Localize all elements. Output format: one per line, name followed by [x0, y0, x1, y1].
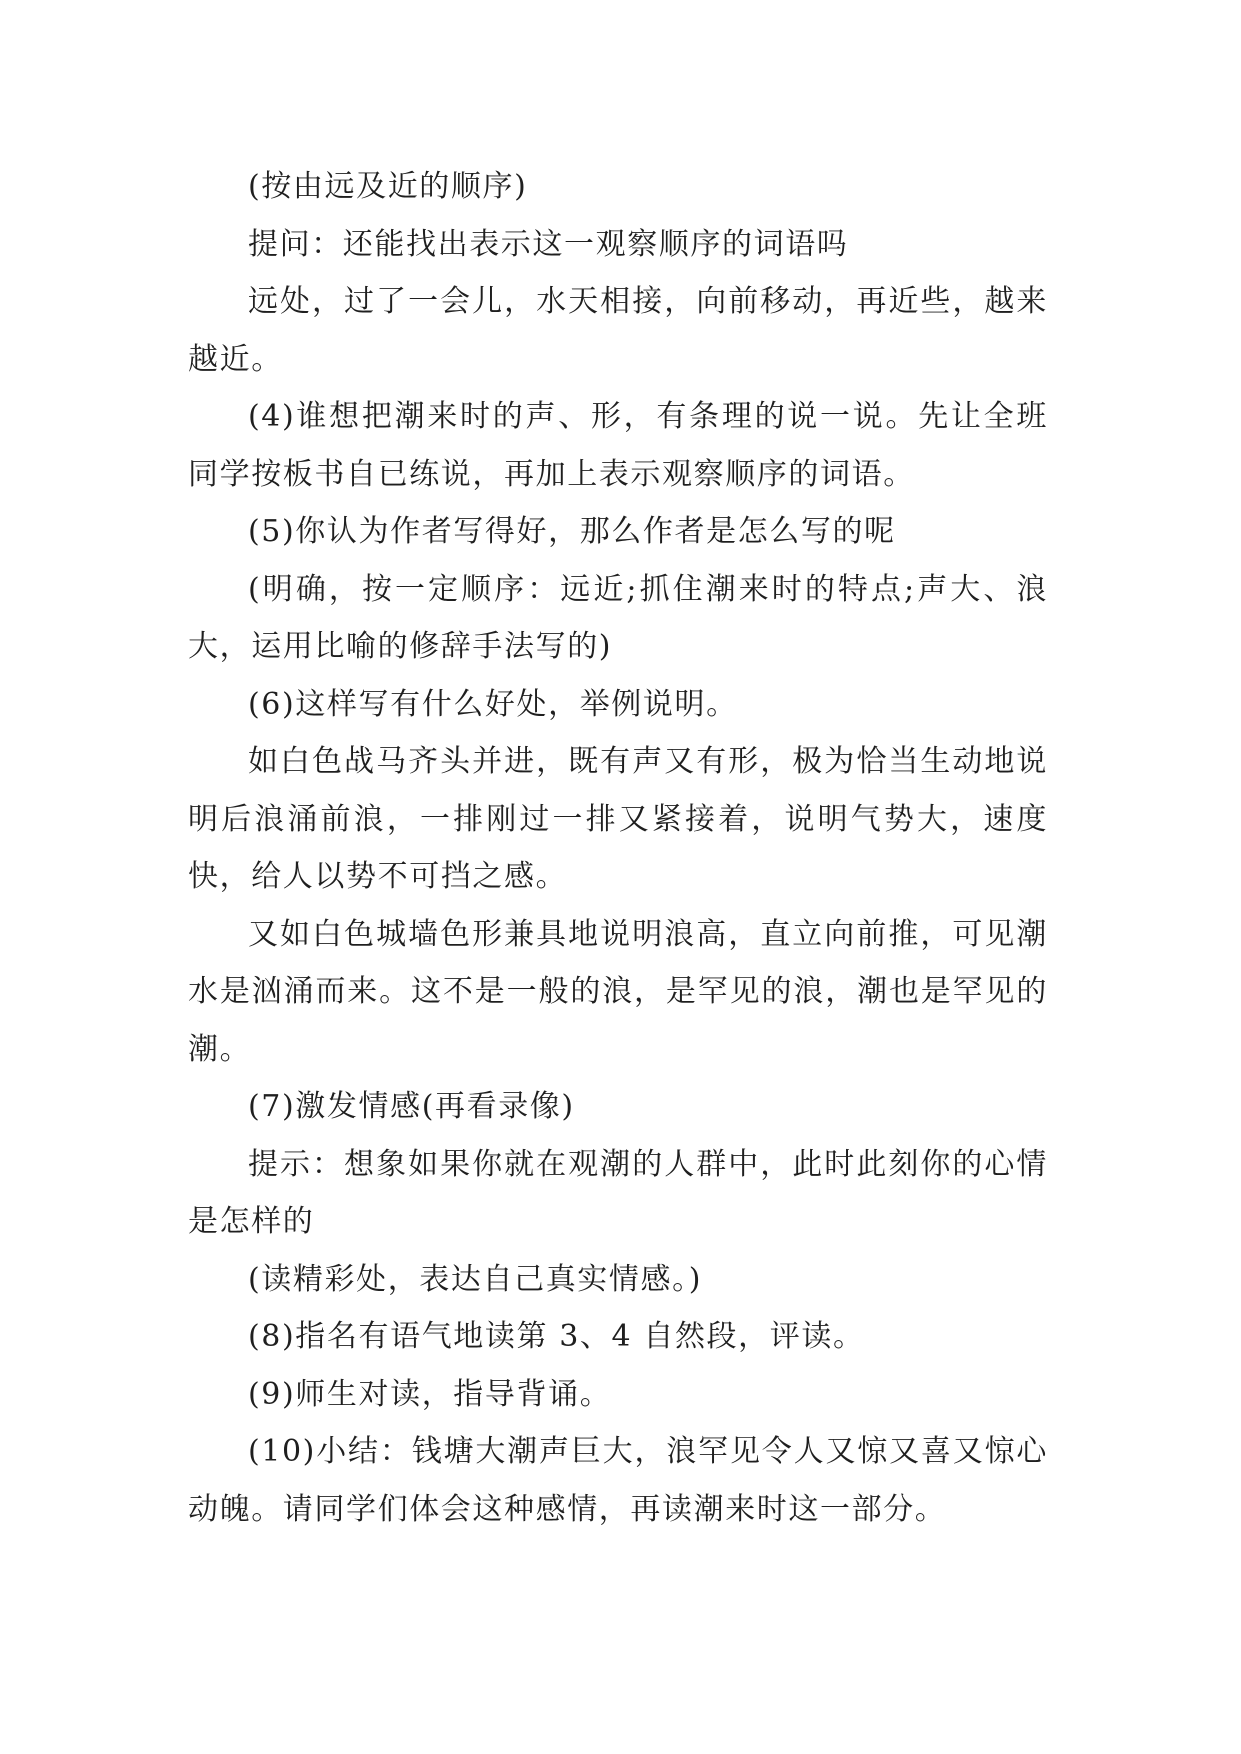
paragraph-step-6: (6)这样写有什么好处，举例说明。	[248, 686, 738, 722]
paragraph-order-note: (按由远及近的顺序)	[248, 169, 528, 204]
paragraph-step-4: (4)谁想把潮来时的声、形，有条理的说一说。先让全班同学按板书自已练说，再加上表示观察顺序的词语。	[188, 399, 1048, 492]
paragraph-clarify: (明确，按一定顺序：远近;抓住潮来时的特点;声大、浪大，运用比喻的修辞手法写的)	[188, 571, 1048, 664]
paragraph-question: 提问：还能找出表示这一观察顺序的词语吗	[248, 226, 849, 262]
paragraph-step-10: (10)小结：钱塘大潮声巨大，浪罕见令人又惊又喜又惊心动魄。请同学们体会这种感情，再读潮来时这一部分。	[188, 1434, 1048, 1527]
paragraph-step-7: (7)激发情感(再看录像)	[248, 1089, 575, 1124]
paragraph-read-highlights: (读精彩处，表达自己真实情感。)	[248, 1261, 703, 1297]
paragraph-example-wall: 又如白色城墙色形兼具地说明浪高，直立向前推，可见潮水是汹涌而来。这不是一般的浪，是罕见的浪，潮也是罕见的潮。	[188, 916, 1048, 1067]
document-body	[188, 158, 1048, 1538]
paragraph-step-9: (9)师生对读，指导背诵。	[248, 1376, 612, 1412]
paragraph-step-5: (5)你认为作者写得好，那么作者是怎么写的呢	[248, 514, 896, 549]
paragraph-hint: 提示：想象如果你就在观潮的人群中，此时此刻你的心情是怎样的	[188, 1146, 1048, 1239]
paragraph-example-horses: 如白色战马齐头并进，既有声又有形，极为恰当生动地说明后浪涌前浪，一排刚过一排又紧接着，说明气势大，速度快，给人以势不可挡之感。	[188, 744, 1048, 894]
paragraph-sequence-words: 远处，过了一会儿，水天相接，向前移动，再近些，越来越近。	[188, 284, 1048, 377]
paragraph-step-8: (8)指名有语气地读第 3、4 自然段，评读。	[248, 1319, 865, 1354]
